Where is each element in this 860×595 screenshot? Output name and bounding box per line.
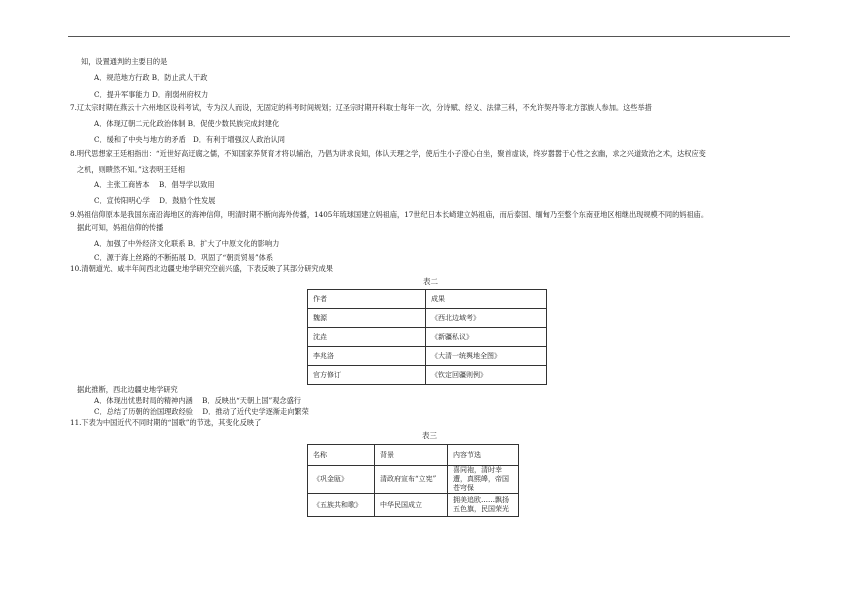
question-7-options-ab: A．体现辽朝二元化政治体制 B．促使少数民族完成封建化 <box>94 119 280 128</box>
question-7-stem: 7.辽太宗时期在燕云十六州地区设科考试，专为汉人而设，无固定的科考时间规划；辽圣宗时期开科取士每年一次，分诗赋、经义、法律三科，不允许契丹等北方部族人参加。这些举措 <box>70 103 652 112</box>
table-cell: 官方修订 <box>308 366 426 385</box>
header-rule <box>68 36 790 37</box>
table-2 <box>307 289 547 385</box>
table-row <box>308 328 547 347</box>
question-9-options-cd: C．源于海上丝路的不断拓展 D．巩固了“朝贡贸易”体系 <box>94 253 274 262</box>
table-row <box>308 445 519 466</box>
table-cell: 《五族共和歌》 <box>308 494 375 517</box>
question-6-stem-end: 知，设置通判的主要目的是 <box>81 57 168 66</box>
table-cell: 拥美追欧……飘扬五色旗，民国荣光 <box>448 494 519 517</box>
table-cell: 《巩金瓯》 <box>308 466 375 494</box>
question-8-stem: 8.明代思想家王廷相指出：“近世好高迂腐之儒，不知国家养贤育才将以辅治，乃倡为讲求良知，体认天理之学，使后生小子澄心白坐，聚首虚谈，终岁嚣嚣于心性之玄幽，求之兴道致治之术，达权应变 <box>70 149 706 158</box>
table-cell: 李兆洛 <box>308 347 426 366</box>
table-cell: 清政府宣布“立宪” <box>375 466 448 494</box>
table-row <box>308 290 547 309</box>
table-3 <box>307 444 519 517</box>
table-row <box>308 494 519 517</box>
question-10-options-cd: C．总结了历朝的治国理政经验 D．推动了近代史学逐渐走向繁荣 <box>94 407 309 416</box>
table-row <box>308 309 547 328</box>
question-9-options-ab: A．加强了中外经济文化联系 B．扩大了中原文化的影响力 <box>94 239 280 248</box>
table-row <box>308 466 519 494</box>
table-2-caption: 表二 <box>423 277 438 286</box>
table-row <box>308 347 547 366</box>
question-6-options-cd: C．提升军事能力 D．削弱州府权力 <box>94 90 209 99</box>
question-8-options-cd: C．宣传阳明心学 D．鼓励个性发展 <box>94 196 216 205</box>
table-cell: 名称 <box>308 445 375 466</box>
table-cell: 沈垚 <box>308 328 426 347</box>
question-9-stem-cont: 据此可知，妈祖信仰的传播 <box>77 223 164 232</box>
table-cell: 喜同袍，清时幸遭，真熙皞，帝国苍穹保 <box>448 466 519 494</box>
table-cell: 作者 <box>308 290 426 309</box>
table-cell: 中华民国成立 <box>375 494 448 517</box>
table-cell: 成果 <box>426 290 547 309</box>
question-10-options-ab: A．体现出忧患时局的精神内涵 B．反映出“天朝上国”观念盛行 <box>94 396 301 405</box>
question-11-stem: 11.下表为中国近代不同时期的“国歌”的节选，其变化反映了 <box>70 418 262 427</box>
question-8-options-ab: A．主张工商皆本 B．倡导学以致用 <box>94 180 215 189</box>
table-cell: 《新疆私议》 <box>426 328 547 347</box>
question-6-options-ab: A．规范地方行政 B．防止武人干政 <box>94 73 208 82</box>
table-cell: 《大清一统舆地全图》 <box>426 347 547 366</box>
question-7-options-cd: C．缓和了中央与地方的矛盾 D．有利于增强汉人政治认同 <box>94 135 285 144</box>
table-cell: 背景 <box>375 445 448 466</box>
table-cell: 魏源 <box>308 309 426 328</box>
question-10-inference: 据此推断，西北边疆史地学研究 <box>77 385 178 394</box>
table-3-caption: 表三 <box>422 431 437 440</box>
table-cell: 《钦定回疆则例》 <box>426 366 547 385</box>
question-10-stem: 10.清朝道光、咸丰年间西北边疆史地学研究空前兴盛，下表反映了其部分研究成果 <box>70 264 333 273</box>
table-cell: 《西北边域考》 <box>426 309 547 328</box>
question-8-stem-cont: 之机，则瞆然不知。”这表明王廷相 <box>77 165 185 174</box>
table-cell: 内容节选 <box>448 445 519 466</box>
table-row <box>308 366 547 385</box>
question-9-stem: 9.妈祖信仰原本是我国东南沿海地区的海神信仰，明清时期不断向海外传播，1405年琉球国建立妈祖庙，17世纪日本长崎建立妈祖庙，而后泰国、缅甸乃至整个东南亚地区相继出现规模不同的妈祖庙。 <box>70 210 709 219</box>
